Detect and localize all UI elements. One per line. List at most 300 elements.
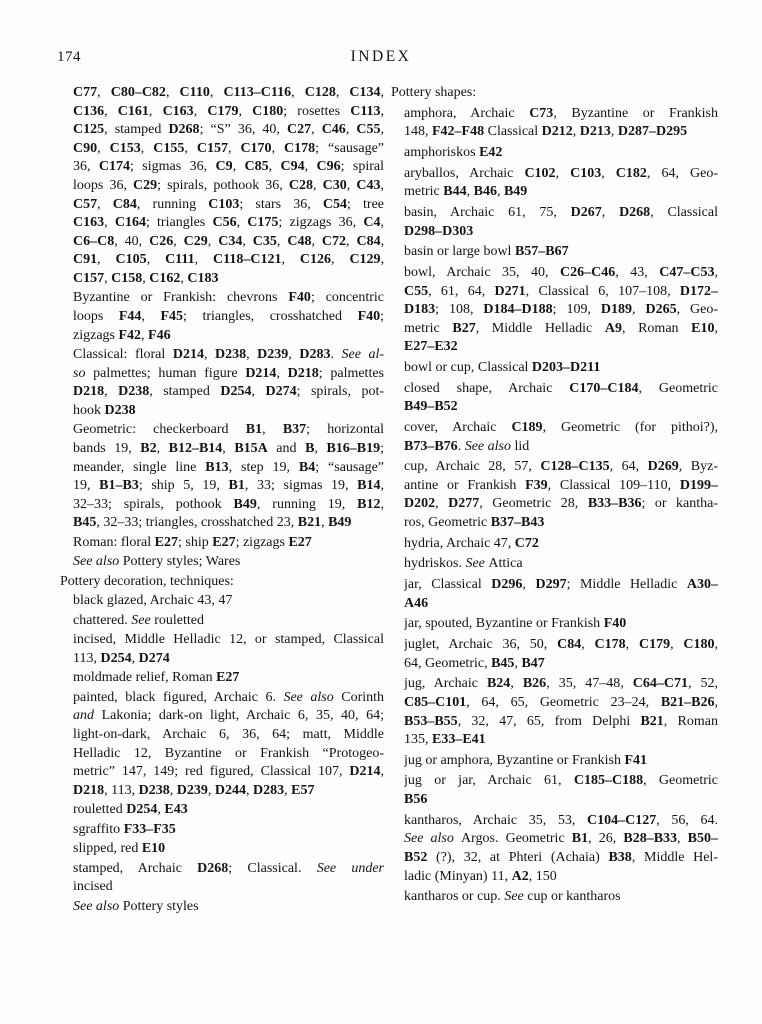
text-run: C183 xyxy=(187,270,219,286)
text-run: , xyxy=(207,233,219,249)
text-run: , xyxy=(207,782,215,798)
text-run: , xyxy=(601,204,620,220)
text-run: Pottery styles xyxy=(122,898,199,914)
text-run: , xyxy=(165,85,180,100)
index-line xyxy=(73,289,384,308)
text-run: , xyxy=(335,85,350,100)
text-run: , xyxy=(346,233,357,249)
text-run: , xyxy=(140,140,154,156)
text-run: D239 xyxy=(257,347,289,363)
text-run: , xyxy=(148,103,163,119)
text-run: , xyxy=(466,184,474,200)
text-run: , xyxy=(242,233,253,249)
text-run: D268 xyxy=(168,122,200,138)
text-run: C90 xyxy=(73,140,98,156)
index-line xyxy=(404,338,718,357)
index-line xyxy=(73,860,384,879)
text-run: , Roman xyxy=(622,320,692,336)
index-line xyxy=(73,140,384,159)
text-run: C85 xyxy=(244,159,269,175)
text-run: bowl, Archaic 35, 40, xyxy=(404,264,561,280)
text-run: C27 xyxy=(286,122,312,138)
text-run: ; stars 36, xyxy=(239,196,323,212)
text-run: F41 xyxy=(624,752,648,768)
text-run: , xyxy=(380,215,384,231)
text-run: aryballos, Archaic xyxy=(404,165,525,181)
text-run: rouletted xyxy=(154,612,204,628)
text-run: F42 xyxy=(118,327,142,343)
text-run: Lakonia; dark-on light, Archaic 6, 35, 40, 64; xyxy=(101,708,384,724)
index-entry xyxy=(60,669,384,688)
text-run: C80–C82 xyxy=(110,85,166,100)
text-run: F45 xyxy=(160,309,184,325)
index-line xyxy=(404,535,718,554)
text-run: . xyxy=(330,347,342,363)
text-run: C84 xyxy=(112,196,137,212)
text-run: moldmade relief, Roman xyxy=(73,670,217,686)
text-run: C77 xyxy=(73,85,98,100)
text-run: , xyxy=(304,159,317,175)
text-run: See also xyxy=(73,898,123,914)
index-entry xyxy=(391,204,718,241)
text-run: , Classical 6, 107–108, xyxy=(525,283,680,299)
text-run: incised, Middle Helladic 12, or stamped, Classical xyxy=(73,632,384,648)
index-entry xyxy=(60,860,384,897)
text-run: D183 xyxy=(404,302,436,318)
text-run: incised xyxy=(73,879,113,895)
text-run: See also xyxy=(464,438,515,454)
right-column xyxy=(391,84,718,909)
left-column xyxy=(60,84,384,917)
text-run: , 64, xyxy=(609,459,648,475)
index-line xyxy=(404,165,718,184)
index-entry xyxy=(60,346,384,420)
text-run: D238 xyxy=(118,384,150,400)
text-run: , xyxy=(625,637,639,653)
text-run: ; Classical. xyxy=(228,860,317,876)
text-run: (?), 32, at Phteri (Achaia) xyxy=(427,849,609,865)
text-run: , xyxy=(104,270,112,286)
text-run: F33–F35 xyxy=(123,821,176,837)
text-run: B14 xyxy=(357,478,381,494)
text-run: , xyxy=(251,384,266,400)
text-run: ; spirals, pothook 36, xyxy=(157,177,289,193)
index-line xyxy=(73,421,384,440)
text-run: jug or jar, Archaic 61, xyxy=(404,773,574,789)
text-run: D254 xyxy=(220,384,252,400)
text-run: Pottery styles; Wares xyxy=(122,554,241,570)
text-run: D218 xyxy=(73,782,105,798)
text-run: C179 xyxy=(638,637,671,653)
text-run: , xyxy=(281,252,300,268)
index-line xyxy=(404,830,718,849)
index-entry xyxy=(60,421,384,533)
text-run: , xyxy=(209,85,224,100)
text-run: , Roman xyxy=(663,713,718,729)
text-run: See also xyxy=(73,554,123,570)
text-run: , xyxy=(380,103,384,119)
text-run: , xyxy=(97,140,110,156)
text-run: , xyxy=(276,365,288,381)
text-run: , xyxy=(227,140,241,156)
text-run: , xyxy=(146,252,166,268)
text-run: C46 xyxy=(321,122,346,138)
index-entry xyxy=(391,812,718,886)
text-run: sgraffito xyxy=(73,821,124,837)
text-run: B12–B14 xyxy=(168,440,223,456)
text-run: , xyxy=(346,177,357,193)
text-run: , xyxy=(193,103,208,119)
text-run: , xyxy=(555,165,571,181)
index-line xyxy=(73,308,384,327)
text-run: so xyxy=(73,365,94,381)
text-run: , xyxy=(677,831,688,847)
index-line xyxy=(404,438,718,457)
text-run: , xyxy=(601,165,616,181)
text-run: , xyxy=(380,252,384,268)
index-line xyxy=(404,301,718,320)
index-entry xyxy=(60,553,384,572)
text-run: , xyxy=(104,215,115,231)
text-run: ; triangles xyxy=(145,215,213,231)
index-line xyxy=(404,264,718,283)
text-run: , xyxy=(380,177,384,193)
text-run: jug or amphora, Byzantine or Frankish xyxy=(404,752,625,768)
text-run: B1 xyxy=(245,422,263,438)
text-run: C30 xyxy=(322,177,347,193)
text-run: D283 xyxy=(252,782,285,798)
text-run: , xyxy=(194,252,214,268)
text-run: B44 xyxy=(443,184,467,200)
text-run: cup or kantharos xyxy=(527,889,621,905)
text-run: , xyxy=(288,347,300,363)
text-run: B37 xyxy=(282,422,307,438)
text-run: jar, Classical xyxy=(404,577,492,593)
text-run: B38 xyxy=(608,849,632,865)
index-line xyxy=(404,812,718,831)
text-run: , xyxy=(496,184,504,200)
index-line xyxy=(73,650,384,669)
text-run: B73–B76 xyxy=(404,438,458,454)
index-entry xyxy=(391,752,718,771)
index-entry xyxy=(391,264,718,357)
index-line xyxy=(404,123,718,142)
index-line xyxy=(404,713,718,732)
text-run: C175 xyxy=(247,215,279,231)
text-run: C113 xyxy=(350,103,381,119)
text-run: , 35, 47–48, xyxy=(546,676,633,692)
text-run: , 150 xyxy=(528,868,557,884)
text-run: C55 xyxy=(356,122,381,138)
text-run: B52 xyxy=(404,849,428,865)
text-run: C4 xyxy=(363,215,381,231)
text-run: , 32, 47, 65, from Delphi xyxy=(457,713,641,729)
text-run: B50– xyxy=(687,831,718,847)
text-run: C163 xyxy=(162,103,194,119)
text-run: C104–C127 xyxy=(587,812,657,828)
text-run: , 113, xyxy=(104,782,139,798)
text-run: D268 xyxy=(619,204,651,220)
text-run: ; spirals, pot- xyxy=(296,384,384,400)
index-entry xyxy=(391,458,718,532)
text-run: basin or large bowl xyxy=(404,244,515,260)
index-line xyxy=(391,84,718,103)
index-entry xyxy=(391,888,718,907)
text-run: C134 xyxy=(349,85,381,100)
index-line xyxy=(404,283,718,302)
index-entry xyxy=(60,573,384,592)
text-run: D274 xyxy=(138,650,170,666)
text-run: D238 xyxy=(215,347,247,363)
text-run: E27 xyxy=(216,670,240,686)
index-entry xyxy=(391,555,718,574)
index-line xyxy=(73,592,384,611)
text-run: E27–E32 xyxy=(404,339,458,355)
text-run: , xyxy=(321,515,329,531)
text-run: Helladic 12, Byzantine or Frankish “Protogeo- xyxy=(73,745,384,761)
text-run: D268 xyxy=(197,860,229,876)
index-line xyxy=(73,196,384,215)
text-run: C6–C8 xyxy=(73,233,115,249)
text-run: D297 xyxy=(535,577,567,593)
index-line xyxy=(73,726,384,745)
text-run: C84 xyxy=(356,233,381,249)
index-line xyxy=(73,327,384,346)
index-line xyxy=(73,121,384,140)
index-entry xyxy=(391,535,718,554)
text-run: ; rosettes xyxy=(283,103,351,119)
text-run: , xyxy=(180,270,188,286)
text-run: C35 xyxy=(252,233,277,249)
index-entry xyxy=(60,534,384,553)
text-run: , 40, xyxy=(114,233,150,249)
text-run: C118–C121 xyxy=(213,252,282,268)
text-run: E10 xyxy=(141,841,166,857)
text-run: C29 xyxy=(183,233,208,249)
text-run: D214 xyxy=(172,347,204,363)
index-line xyxy=(73,383,384,402)
index-line xyxy=(73,689,384,708)
text-run: 113, xyxy=(73,650,101,666)
text-run: , xyxy=(104,384,119,400)
text-run: , xyxy=(380,478,384,494)
index-line xyxy=(404,105,718,124)
text-run: C84 xyxy=(557,637,582,653)
text-run: F40 xyxy=(288,290,311,306)
index-line xyxy=(73,440,384,459)
text-run: , xyxy=(141,327,149,343)
text-run: 148, xyxy=(404,124,432,140)
text-run: , stamped xyxy=(149,384,221,400)
text-run: C136 xyxy=(73,103,105,119)
text-run: , Byz- xyxy=(678,459,718,475)
index-line xyxy=(404,204,718,223)
index-line xyxy=(404,675,718,694)
text-run: C72 xyxy=(514,535,539,551)
text-run: ; spiral xyxy=(340,159,384,175)
text-run: B xyxy=(305,440,315,456)
text-run: D271 xyxy=(494,283,526,299)
text-run: , xyxy=(173,233,184,249)
text-run: C182 xyxy=(615,165,647,181)
text-run: , Geometric 28, xyxy=(479,496,588,512)
text-run: , xyxy=(276,233,288,249)
text-run: E27 xyxy=(288,534,312,550)
text-run: ; “sausage” xyxy=(315,140,384,156)
text-run: A2 xyxy=(511,868,529,884)
text-run: chattered. xyxy=(73,612,132,628)
text-run: D218 xyxy=(73,384,105,400)
index-entry xyxy=(60,840,384,859)
text-run: E57 xyxy=(291,782,315,798)
text-run: 135, xyxy=(404,732,432,748)
text-run: painted, black figured, Archaic 6. xyxy=(73,689,284,705)
index-entry xyxy=(60,84,384,289)
index-line xyxy=(73,84,384,103)
text-run: , Middle Hel- xyxy=(631,849,718,865)
text-run: jar, spouted, Byzantine or Frankish xyxy=(404,616,604,632)
text-run: B45 xyxy=(73,515,97,531)
text-run: See xyxy=(504,889,528,905)
text-run: ros, Geometric xyxy=(404,515,491,530)
index-line xyxy=(404,183,718,202)
text-run: C125 xyxy=(73,122,105,138)
text-run: A9 xyxy=(604,320,622,336)
text-run: , xyxy=(632,302,646,318)
text-run: C185–C188 xyxy=(573,773,644,789)
text-run: B27 xyxy=(452,320,476,336)
index-line xyxy=(404,223,718,242)
text-run: C94 xyxy=(280,159,305,175)
text-run: C72 xyxy=(321,233,347,249)
index-line xyxy=(404,615,718,634)
text-run: C157 xyxy=(73,270,105,286)
page-number: 174 xyxy=(57,49,81,65)
text-run: C28 xyxy=(288,177,314,193)
index-line xyxy=(404,636,718,655)
text-run: ; horizontal xyxy=(306,422,384,438)
index-line xyxy=(73,270,384,289)
text-run: F46 xyxy=(148,327,171,343)
text-run: B24 xyxy=(486,676,511,692)
text-run: , xyxy=(238,103,253,119)
text-run: B15A xyxy=(234,440,268,456)
text-run: , 64, Geo- xyxy=(646,165,718,181)
text-run: , xyxy=(156,440,169,456)
text-run: , xyxy=(97,252,116,268)
index-line xyxy=(73,158,384,177)
text-run: , xyxy=(268,159,281,175)
text-run: B12 xyxy=(357,496,381,512)
text-run: D213 xyxy=(579,124,611,140)
text-run: loops 36, xyxy=(73,177,134,193)
text-run: , running xyxy=(136,196,209,212)
text-run: 36, xyxy=(73,159,99,175)
text-run: ladic (Minyan) 11, xyxy=(404,868,512,884)
index-line xyxy=(404,791,718,810)
text-run: C47–C53 xyxy=(659,264,715,280)
index-line xyxy=(404,243,718,262)
text-run: , xyxy=(331,252,350,268)
text-run: , 26, xyxy=(588,831,624,847)
text-run: B49 xyxy=(503,184,528,200)
text-run: B28–B33 xyxy=(623,831,678,847)
text-run: , xyxy=(380,233,384,249)
text-run: ; “S” 36, 40, xyxy=(199,122,287,138)
text-run: , xyxy=(313,177,323,193)
text-run: Geometric: checkerboard xyxy=(73,422,246,438)
text-run: , Middle Helladic xyxy=(475,320,605,336)
text-run: C126 xyxy=(299,252,332,268)
text-run: C56 xyxy=(212,215,237,231)
index-line xyxy=(73,707,384,726)
text-run: F44 xyxy=(118,309,142,325)
text-run: D239 xyxy=(176,782,208,798)
text-run: C113–C116 xyxy=(223,85,292,100)
index-line xyxy=(404,576,718,595)
index-line xyxy=(404,849,718,868)
text-run: Classical: floral xyxy=(73,347,173,363)
page-title: INDEX xyxy=(350,48,412,65)
text-run: and xyxy=(73,708,102,724)
index-line xyxy=(73,612,384,631)
text-run: B56 xyxy=(404,792,428,808)
index-line xyxy=(73,840,384,859)
text-run: Pottery shapes: xyxy=(391,85,477,100)
text-run: D203–D211 xyxy=(531,359,601,375)
text-run: ; or kantha- xyxy=(641,496,718,512)
text-run: , 52, xyxy=(688,676,718,692)
text-run: D202 xyxy=(404,496,436,512)
text-run: D254 xyxy=(100,650,132,666)
index-line xyxy=(404,398,718,417)
text-run: , xyxy=(380,85,384,100)
text-run: C103 xyxy=(570,165,602,181)
text-run: , xyxy=(670,637,684,653)
index-entry xyxy=(60,689,384,801)
text-run: , xyxy=(184,140,197,156)
index-entry xyxy=(391,675,718,749)
index-entry xyxy=(391,419,718,456)
text-run: C110 xyxy=(179,85,210,100)
text-run: C26 xyxy=(149,233,174,249)
index-line xyxy=(73,801,384,820)
index-line xyxy=(404,595,718,614)
text-run: , xyxy=(271,140,285,156)
text-run: C180 xyxy=(252,103,284,119)
text-run: C55 xyxy=(404,283,429,299)
index-entry xyxy=(391,84,718,103)
text-run: , 61, 64, xyxy=(428,283,495,299)
text-run: E42 xyxy=(479,144,503,160)
text-run: C180 xyxy=(683,637,715,653)
text-run: D172– xyxy=(679,283,718,299)
text-run: B26 xyxy=(522,676,547,692)
text-run: , xyxy=(262,422,283,438)
index-line xyxy=(404,772,718,791)
text-run: palmettes; human figure xyxy=(93,365,246,381)
text-run: light-on-dark, Archaic 6, 36, 64; matt, Middle xyxy=(73,726,384,742)
text-run: C155 xyxy=(153,140,185,156)
text-run: , step 19, xyxy=(228,459,299,475)
text-run: loops xyxy=(73,309,119,325)
text-run: ; xyxy=(380,440,384,456)
text-run: C91 xyxy=(73,252,98,268)
index-line xyxy=(73,251,384,270)
text-run: hydriskos. xyxy=(404,556,466,572)
text-run: B49–B52 xyxy=(404,399,458,415)
text-run: ; ship 5, 19, xyxy=(138,478,229,494)
